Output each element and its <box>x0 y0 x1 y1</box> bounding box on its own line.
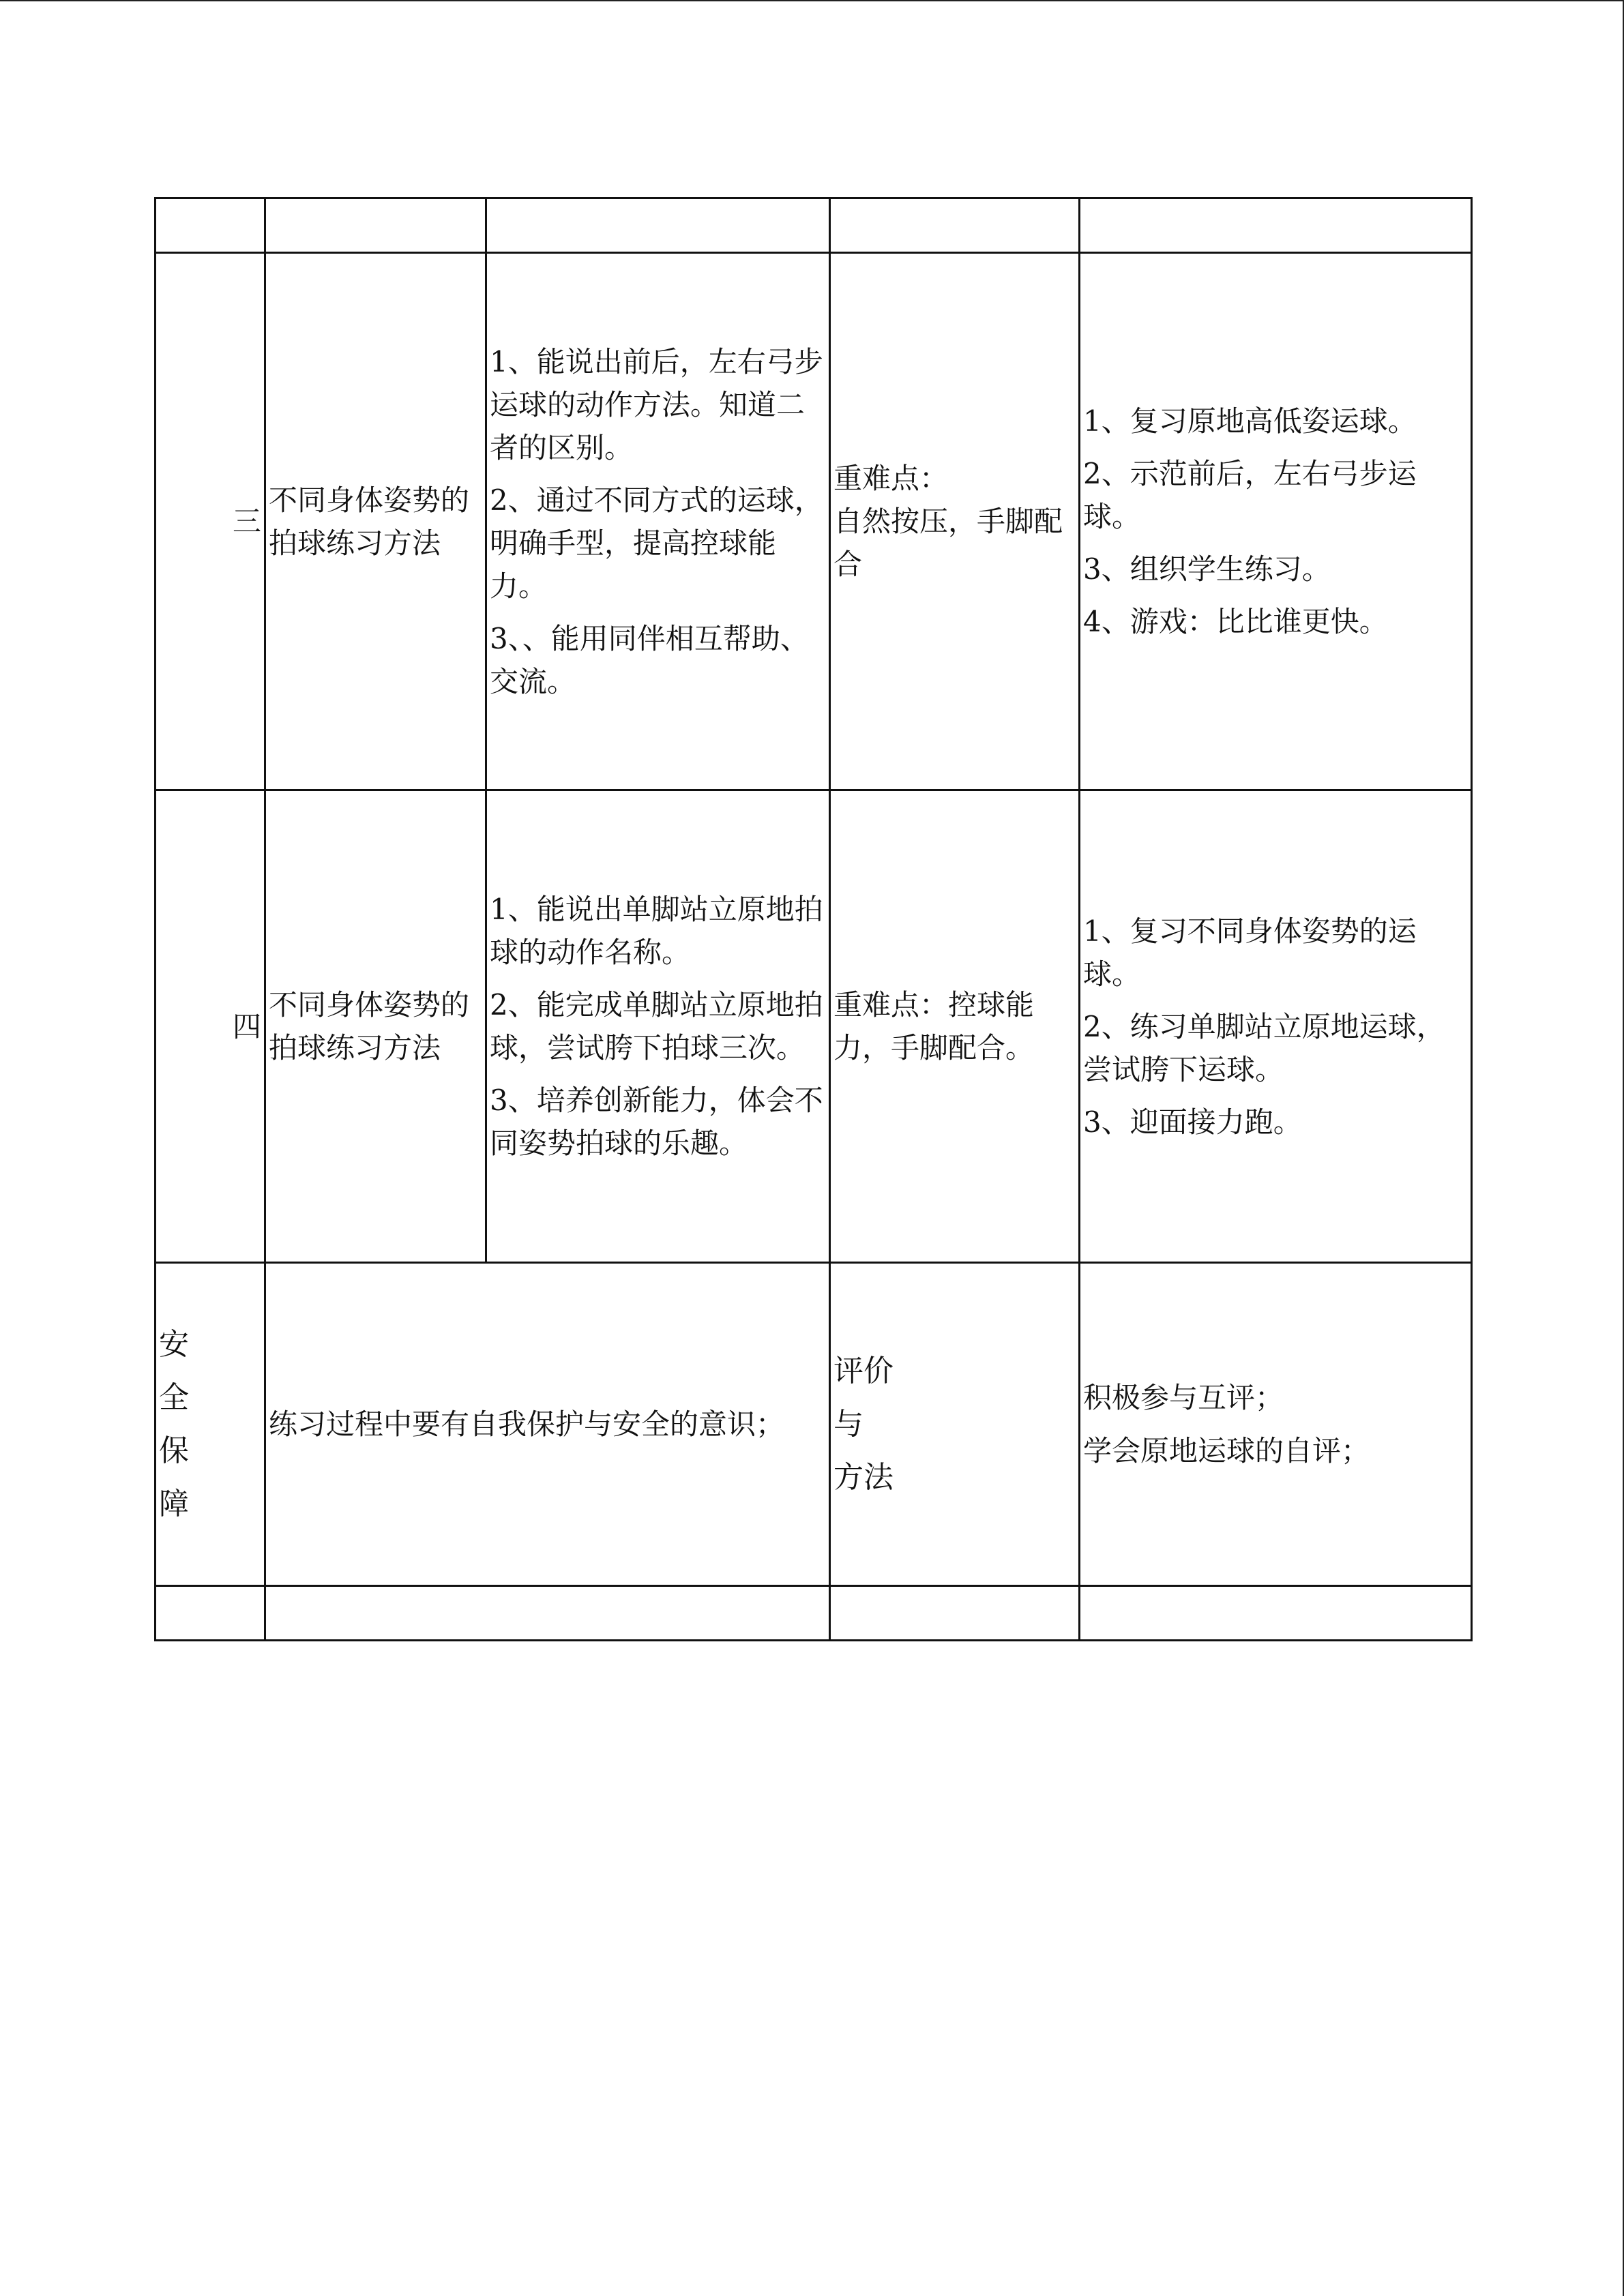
empty-cell <box>265 1586 830 1641</box>
lesson-plan-table <box>154 197 1473 1641</box>
lesson-number: 三 <box>156 253 265 790</box>
table-footer-row <box>156 1586 1472 1641</box>
goal-item: 2、能完成单脚站立原地拍球，尝试胯下拍球三次。 <box>490 988 823 1064</box>
evaluation-label-line: 评价 <box>833 1353 894 1388</box>
lesson-focus <box>830 790 1080 1263</box>
lesson-goals <box>486 253 830 790</box>
safety-label-char: 全 <box>159 1380 189 1415</box>
evaluation-item: 积极参与互评； <box>1083 1380 1284 1414</box>
step-item: 2、练习单脚站立原地运球，尝试胯下运球。 <box>1083 1009 1445 1086</box>
goal-item: 1、能说出前后，左右弓步运球的动作方法。知道二者的区别。 <box>490 344 823 464</box>
lesson-number: 四 <box>156 790 265 1263</box>
goal-item: 3、、能用同伴相互帮助、交流。 <box>490 621 809 698</box>
empty-cell <box>156 198 265 253</box>
step-item: 1、复习原地高低姿运球。 <box>1083 404 1417 438</box>
step-item: 3、组织学生练习。 <box>1083 552 1331 586</box>
step-item: 4、游戏：比比谁更快。 <box>1083 605 1388 638</box>
safety-row <box>156 1263 1472 1586</box>
step-item: 3、迎面接力跑。 <box>1083 1105 1302 1139</box>
evaluation-item: 学会原地运球的自评； <box>1083 1433 1370 1467</box>
goal-item: 1、能说出单脚站立原地拍球的动作名称。 <box>490 893 823 969</box>
lesson-steps <box>1080 790 1472 1263</box>
focus-text: 自然按压，手脚配合 <box>833 505 1063 581</box>
empty-cell <box>265 198 486 253</box>
table-row <box>156 253 1472 790</box>
focus-text: 重难点：控球能力，手脚配合。 <box>833 988 1035 1064</box>
safety-label-char: 障 <box>159 1486 189 1521</box>
empty-cell <box>156 1586 265 1641</box>
lesson-focus <box>830 253 1080 790</box>
empty-cell <box>486 198 830 253</box>
evaluation-text <box>1080 1263 1472 1586</box>
step-item: 2、示范前后，左右弓步运球。 <box>1083 457 1417 533</box>
safety-label-char: 保 <box>159 1433 189 1468</box>
empty-cell <box>1080 198 1472 253</box>
safety-label-char: 安 <box>159 1326 189 1362</box>
table-row <box>156 790 1472 1263</box>
safety-label <box>156 1263 265 1586</box>
empty-cell <box>1080 1586 1472 1641</box>
lesson-goals <box>486 790 830 1263</box>
table-header-row <box>156 198 1472 253</box>
safety-text: 练习过程中要有自我保护与安全的意识； <box>265 1263 830 1586</box>
step-item: 1、复习不同身体姿势的运球。 <box>1083 914 1417 991</box>
focus-label: 重难点： <box>833 462 949 495</box>
goal-item: 3、培养创新能力，体会不同姿势拍球的乐趣。 <box>490 1084 823 1160</box>
evaluation-label-line: 与 <box>833 1406 863 1442</box>
lesson-topic: 不同身体姿势的拍球练习方法 <box>265 253 486 790</box>
evaluation-label-line: 方法 <box>833 1459 894 1495</box>
evaluation-label <box>830 1263 1080 1586</box>
goal-item: 2、通过不同方式的运球，明确手型，提高控球能力。 <box>490 483 823 603</box>
lesson-topic: 不同身体姿势的拍球练习方法 <box>265 790 486 1263</box>
empty-cell <box>830 1586 1080 1641</box>
lesson-steps <box>1080 253 1472 790</box>
empty-cell <box>830 198 1080 253</box>
